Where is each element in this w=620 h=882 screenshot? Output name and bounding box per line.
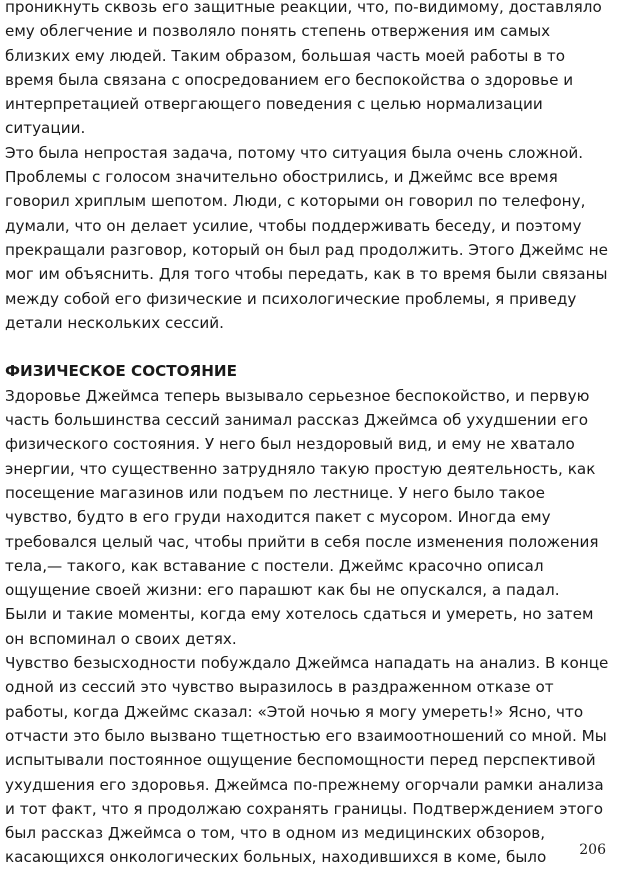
body-text	[5, 0, 615, 870]
text-line: Были и такие моменты, когда ему хотелось сдаться и умереть, но затем	[5, 605, 594, 624]
text-line: ощущение своей жизни: его парашют как бы не опускался, а падал.	[5, 581, 560, 600]
text-line: посещение магазинов или подъем по лестнице. У него было такое	[5, 483, 545, 502]
text-line: ситуации.	[5, 119, 86, 138]
paragraph	[5, 141, 615, 335]
paragraph	[5, 651, 615, 870]
text-line: энергии, что существенно затрудняло такую простую деятельность, как	[5, 459, 596, 478]
text-line: тела,— такого, как вставание с постели. Джеймс красочно описал	[5, 556, 544, 575]
text-line: ему облегчение и позволяло понять степень отвержения им самых	[5, 22, 551, 41]
text-line: он вспоминал о своих детях.	[5, 629, 237, 648]
text-line: прекращали разговор, который он был рад продолжить. Этого Джеймс не	[5, 240, 608, 259]
text-line: близких ему людей. Таким образом, большая часть моей работы в то	[5, 46, 566, 65]
text-line: и тот факт, что я продолжаю сохранять границы. Подтверждением этого	[5, 799, 604, 818]
text-line: касающихся онкологических больных, находившихся в коме, было	[5, 848, 547, 867]
text-line: был рассказ Джеймса о том, что в одном из медицинских обзоров,	[5, 824, 546, 843]
text-line: мог им объяснить. Для того чтобы передать, как в то время были связаны	[5, 265, 608, 284]
text-line: испытывали постоянное ощущение беспомощности перед перспективой	[5, 751, 596, 770]
text-line: Чувство безысходности побуждало Джеймса нападать на анализ. В конце	[5, 654, 609, 673]
paragraph	[5, 384, 615, 651]
text-line: думали, что он делает усилие, чтобы поддерживать беседу, и поэтому	[5, 216, 582, 235]
text-line: чувство, будто в его груди находится пакет с мусором. Иногда ему	[5, 508, 551, 527]
text-line: одной из сессий это чувство выразилось в раздраженном отказе от	[5, 678, 554, 697]
page-number: 206	[579, 842, 606, 858]
text-line: интерпретацией отвергающего поведения с целью нормализации	[5, 95, 543, 114]
section-heading: ФИЗИЧЕСКОЕ СОСТОЯНИЕ	[5, 362, 238, 381]
text-line: отчасти это было вызвано тщетностью его взаимоотношений со мной. Мы	[5, 726, 607, 745]
paragraph	[5, 0, 615, 141]
text-line: Это была непростая задача, потому что ситуация была очень сложной.	[5, 143, 584, 162]
text-line: проникнуть сквозь его защитные реакции, что, по-видимому, доставляло	[5, 0, 602, 16]
text-line: Проблемы с голосом значительно обострились, и Джеймс все время	[5, 168, 558, 187]
text-line: Здоровье Джеймса теперь вызывало серьезное беспокойство, и первую	[5, 386, 590, 405]
text-line: ухудшения его здоровья. Джеймса по-прежнему огорчали рамки анализа	[5, 775, 604, 794]
text-line: часть большинства сессий занимал рассказ Джеймса об ухудшении его	[5, 411, 589, 430]
text-line: работы, когда Джеймс сказал: «Этой ночью я могу умереть!» Ясно, что	[5, 702, 584, 721]
text-line: требовался целый час, чтобы прийти в себя после изменения положения	[5, 532, 599, 551]
text-line: между собой его физические и психологические проблемы, я приведу	[5, 289, 577, 308]
text-line: время была связана с опосредованием его беспокойства о здоровье и	[5, 70, 574, 89]
section-spacer	[5, 335, 615, 359]
text-line: говорил хриплым шепотом. Люди, с которыми он говорил по телефону,	[5, 192, 586, 211]
text-line: детали нескольких сессий.	[5, 313, 224, 332]
text-line: физического состояния. У него был нездоровый вид, и ему не хватало	[5, 435, 575, 454]
